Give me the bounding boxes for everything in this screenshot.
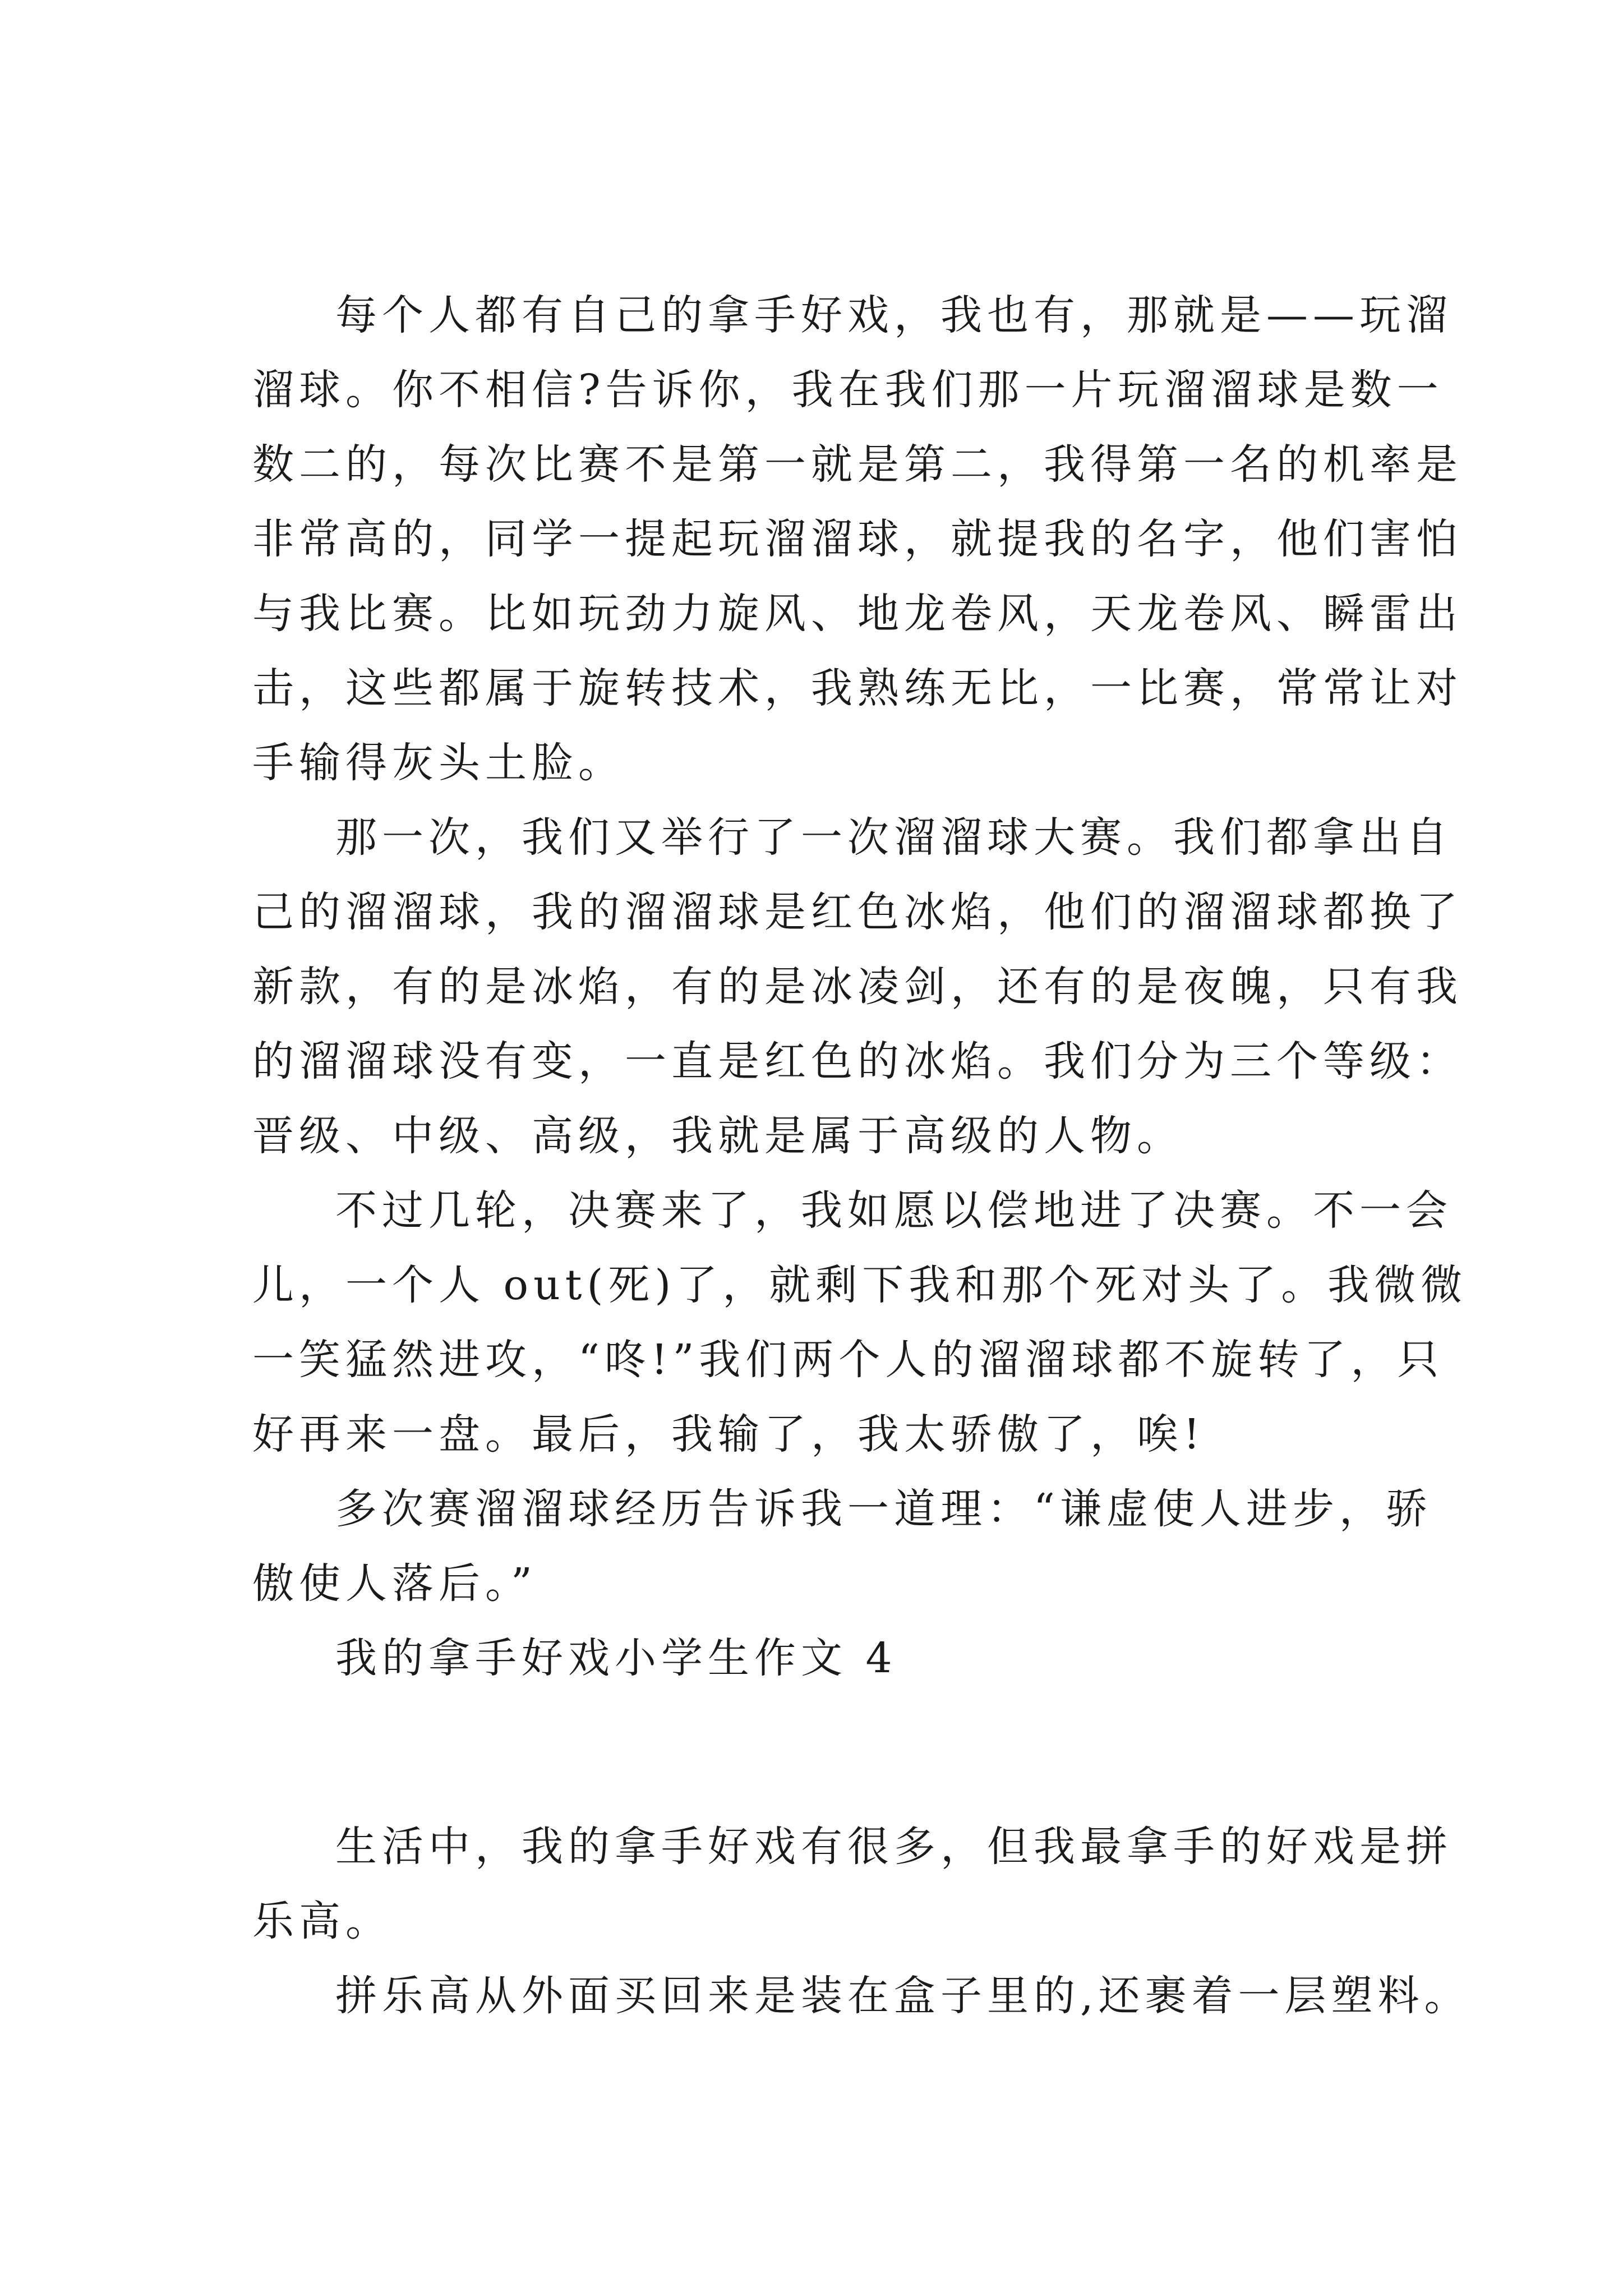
paragraph-2-line-1: 那一次，我们又举行了一次溜溜球大赛。我们都拿出自	[335, 813, 1453, 862]
paragraph-1-line-4: 非常高的，同学一提起玩溜溜球，就提我的名字，他们害怕	[252, 515, 1463, 563]
section-heading: 我的拿手好戏小学生作文 4	[335, 1634, 897, 1682]
paragraph-1-line-6: 击，这些都属于旋转技术，我熟练无比，一比赛，常常让对	[252, 664, 1463, 712]
paragraph-1-line-5: 与我比赛。比如玩劲力旋风、地龙卷风，天龙卷风、瞬雷出	[252, 590, 1463, 638]
paragraph-1-line-7: 手输得灰头土脸。	[252, 739, 625, 787]
paragraph-3-line-3: 一笑猛然进攻，“咚!”我们两个人的溜溜球都不旋转了，只	[252, 1336, 1444, 1384]
paragraph-3-line-1: 不过几轮，决赛来了，我如愿以偿地进了决赛。不一会	[335, 1186, 1453, 1235]
paragraph-1-line-1: 每个人都有自己的拿手好戏，我也有，那就是——玩溜	[335, 291, 1453, 339]
paragraph-2-line-3: 新款，有的是冰焰，有的是冰凌剑，还有的是夜魄，只有我	[252, 963, 1463, 1011]
paragraph-5-line-2: 乐高。	[252, 1897, 392, 1945]
paragraph-2-line-4: 的溜溜球没有变，一直是红色的冰焰。我们分为三个等级：	[252, 1037, 1463, 1085]
paragraph-4-line-1: 多次赛溜溜球经历告诉我一道理：“谦虚使人进步，骄	[335, 1485, 1432, 1533]
paragraph-1-line-3: 数二的，每次比赛不是第一就是第二，我得第一名的机率是	[252, 440, 1463, 489]
paragraph-5-line-1: 生活中，我的拿手好戏有很多，但我最拿手的好戏是拼	[335, 1823, 1453, 1871]
paragraph-3-line-4: 好再来一盘。最后，我输了，我太骄傲了，唉!	[252, 1410, 1205, 1458]
paragraph-6-line-1: 拼乐高从外面买回来是装在盒子里的,还裹着一层塑料。	[335, 1972, 1471, 2020]
paragraph-2-line-2: 己的溜溜球，我的溜溜球是红色冰焰，他们的溜溜球都换了	[252, 888, 1463, 936]
paragraph-4-line-2: 傲使人落后。”	[252, 1559, 537, 1608]
paragraph-1-line-2: 溜球。你不相信?告诉你，我在我们那一片玩溜溜球是数一	[252, 366, 1444, 414]
paragraph-3-line-2: 儿，一个人 out(死)了，就剩下我和那个死对头了。我微微	[252, 1261, 1468, 1309]
paragraph-2-line-5: 晋级、中级、高级，我就是属于高级的人物。	[252, 1112, 1183, 1160]
